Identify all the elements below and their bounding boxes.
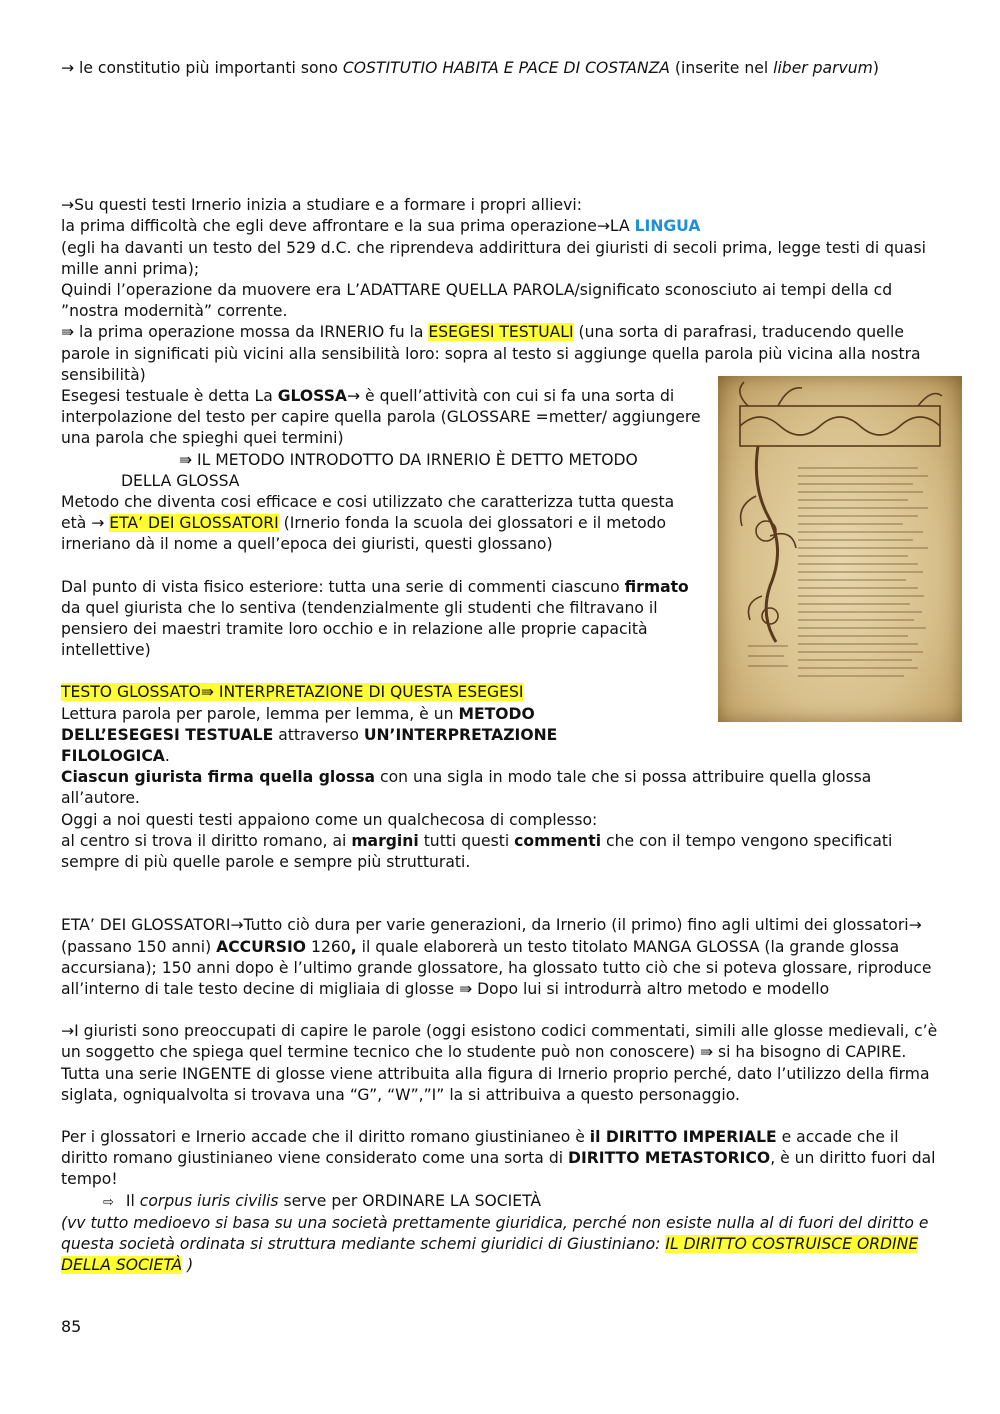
paragraph-accursio (61, 915, 941, 1000)
method-line: ⇛ IL METODO INTRODOTTO DA IRNERIO È DETTO METODO (179, 450, 638, 469)
manuscript-image (718, 376, 962, 722)
text: (Irnerio fonda la scuola dei glossatori e il metodo irneriano dà il nome a quell’epoca dei giuristi, questi glossano) (61, 514, 667, 554)
text: Lettura parola per parole, lemma per lemma, è un (61, 704, 459, 723)
text-bold: commenti (514, 831, 602, 850)
text: il quale elaborerà un testo titolato MANGA GLOSSA (la grande glossa accursiana); 150 anni dopo è l’ultimo grande glossatore, ha glossato tutto ciò che si poteva glossare, riproduce all’interno di tale testo decine di migliaia di glosse ⇛ Dopo lui si introdurrà altro metodo e modello (61, 937, 932, 998)
text: tutti questi (418, 831, 515, 850)
text-bold: firmato (624, 577, 689, 596)
highlight-eta: ETA’ DEI GLOSSATORI (109, 514, 279, 533)
text-italic: (vv tutto medioevo si basa su una società prettamente giuridica, perché non esiste nulla al di fuori del diritto e questa società ordinata si struttura mediante schemi giuridici di Giustiniano: (61, 1213, 929, 1253)
paragraph-line (61, 831, 941, 873)
paragraph-imperiale (61, 1127, 941, 1191)
text: la prima difficoltà che egli deve affrontare e la sua prima operazione→LA (61, 217, 635, 236)
text: → è quell’attività con cui si fa una sorta di interpolazione del testo per capire quella parola (GLOSSARE =metter/ aggiungere una parola che spieghi quei termini) (61, 387, 701, 448)
text: che con il tempo vengono specificati sempre di più quelle parole e sempre più strutturati. (61, 831, 893, 872)
text-bold: Ciascun giurista firma quella glossa (61, 768, 376, 787)
text-italic: COSTITUTIO HABITA E PACE DI COSTANZA (342, 59, 670, 77)
paragraph-constitutio (61, 58, 941, 79)
paragraph-line (61, 767, 941, 809)
text-bold: margini (351, 831, 419, 850)
paragraph-line (61, 216, 941, 237)
text-bold: , (350, 937, 357, 956)
text-bold: UN’INTERPRETAZIONE FILOLOGICA (61, 725, 558, 766)
text-bold: il DIRITTO IMPERIALE (589, 1127, 777, 1146)
wrapped-text-block (61, 386, 701, 767)
highlight-esegesi: ESEGESI TESTUALI (428, 323, 574, 342)
text: attraverso (273, 725, 364, 744)
paragraph-line: Oggi a noi questi testi appaiono come un qualchecosa di complesso: (61, 810, 598, 829)
paragraph-glossa (61, 386, 701, 450)
paragraph-line: Tutta una serie INGENTE di glosse viene attribuita alla figura di Irnerio proprio perché, dato l’utilizzo della firma siglata, ogniqualvolta si trovava una “G”, “W”,”I” la si attribuiva a questo personaggio. (61, 1064, 930, 1104)
text-italic: ) (182, 1256, 194, 1275)
paragraph-line (61, 704, 601, 768)
text: , è un diritto fuori dal tempo! (61, 1149, 936, 1189)
text: e accade che il diritto romano giustinianeo viene considerato come una sorta di (61, 1127, 899, 1168)
text: con una sigla in modo tale che si possa attribuire quella glossa all’autore. (61, 768, 872, 808)
text: al centro si trova il diritto romano, ai (61, 831, 352, 850)
keyword-lingua: LINGUA (634, 217, 701, 236)
manuscript-illustration (718, 376, 962, 722)
text-bold: DIRITTO METASTORICO (568, 1149, 771, 1168)
paragraph-line: Quindi l’operazione da muovere era L’ADATTARE QUELLA PAROLA/significato sconosciuto ai tempi della cd ”nostra modernità” corrente. (61, 281, 893, 321)
text-italic: liber parvum (773, 59, 873, 77)
text: ETA’ DEI GLOSSATORI→Tutto ciò dura per varie generazioni, da Irnerio (il primo) fino agli ultimi dei glossatori→ (passano 150 anni) (61, 916, 922, 956)
paragraph-italic-note (61, 1213, 941, 1277)
paragraph-line: →Su questi testi Irnerio inizia a studiare e a formare i propri allievi: (61, 196, 582, 215)
text: → le constitutio più importanti sono (61, 59, 343, 77)
text: 1260 (306, 937, 351, 956)
text-bold: METODO DELL’ESEGESI TESTUALE (61, 704, 535, 744)
method-line: DELLA GLOSSA (121, 471, 240, 490)
text: Metodo che diventa cosi efficace e cosi utilizzato che caratterizza tutta questa età → (61, 493, 675, 533)
text: Dal punto di vista fisico esteriore: tutta una serie di commenti ciascuno (61, 577, 625, 596)
text: serve per ORDINARE LA SOCIETÀ (278, 1191, 542, 1210)
paragraph-eta (61, 492, 701, 556)
heading-testo-glossato (61, 682, 701, 703)
text: ⇛ la prima operazione mossa da IRNERIO fu la (61, 323, 429, 342)
text-bold: ACCURSIO (216, 937, 307, 956)
text: ) (872, 59, 879, 77)
arrow-bullet-icon: ⇨ (103, 1194, 114, 1210)
text: (una sorta di parafrasi, traducendo quelle parole in significati più vicini alla sensibilità loro: sopra al testo si aggiunge quella parola più vicina alla nostra sensibilità) (61, 323, 921, 384)
highlight-diritto: IL DIRITTO COSTRUISCE ORDINE DELLA SOCIETÀ (61, 1234, 919, 1275)
text: Il (125, 1191, 140, 1210)
text: da quel giurista che lo sentiva (tendenzialmente gli studenti che filtravano il pensiero dei maestri tramite loro occhio e in relazione alle proprie capacità intellettive) (61, 598, 658, 660)
highlight-heading: TESTO GLOSSATO⇛ INTERPRETAZIONE DI QUESTA ESEGESI (61, 683, 524, 702)
text: Esegesi testuale è detta La (61, 387, 278, 406)
text: . (164, 747, 170, 766)
paragraph-line: (egli ha davanti un testo del 529 d.C. che riprendeva addirittura dei giuristi di secoli prima, legge testi di quasi mille anni prima); (61, 238, 926, 278)
text: Per i glossatori e Irnerio accade che il diritto romano giustinianeo è (61, 1127, 590, 1146)
page-number: 85 (61, 1317, 82, 1336)
paragraph-fisico (61, 577, 701, 662)
text-italic: corpus iuris civilis (139, 1191, 279, 1210)
bullet-corpus (61, 1191, 941, 1213)
text-bold: GLOSSA (277, 387, 347, 406)
paragraph-line: →I giuristi sono preoccupati di capire le parole (oggi esistono codici commentati, simili alle glosse medievali, c’è un soggetto che spiega quel termine tecnico che lo studente può non conoscere) ⇛ si ha bisogno di CAPIRE. (61, 1022, 938, 1062)
text: (inserite nel (669, 59, 774, 77)
